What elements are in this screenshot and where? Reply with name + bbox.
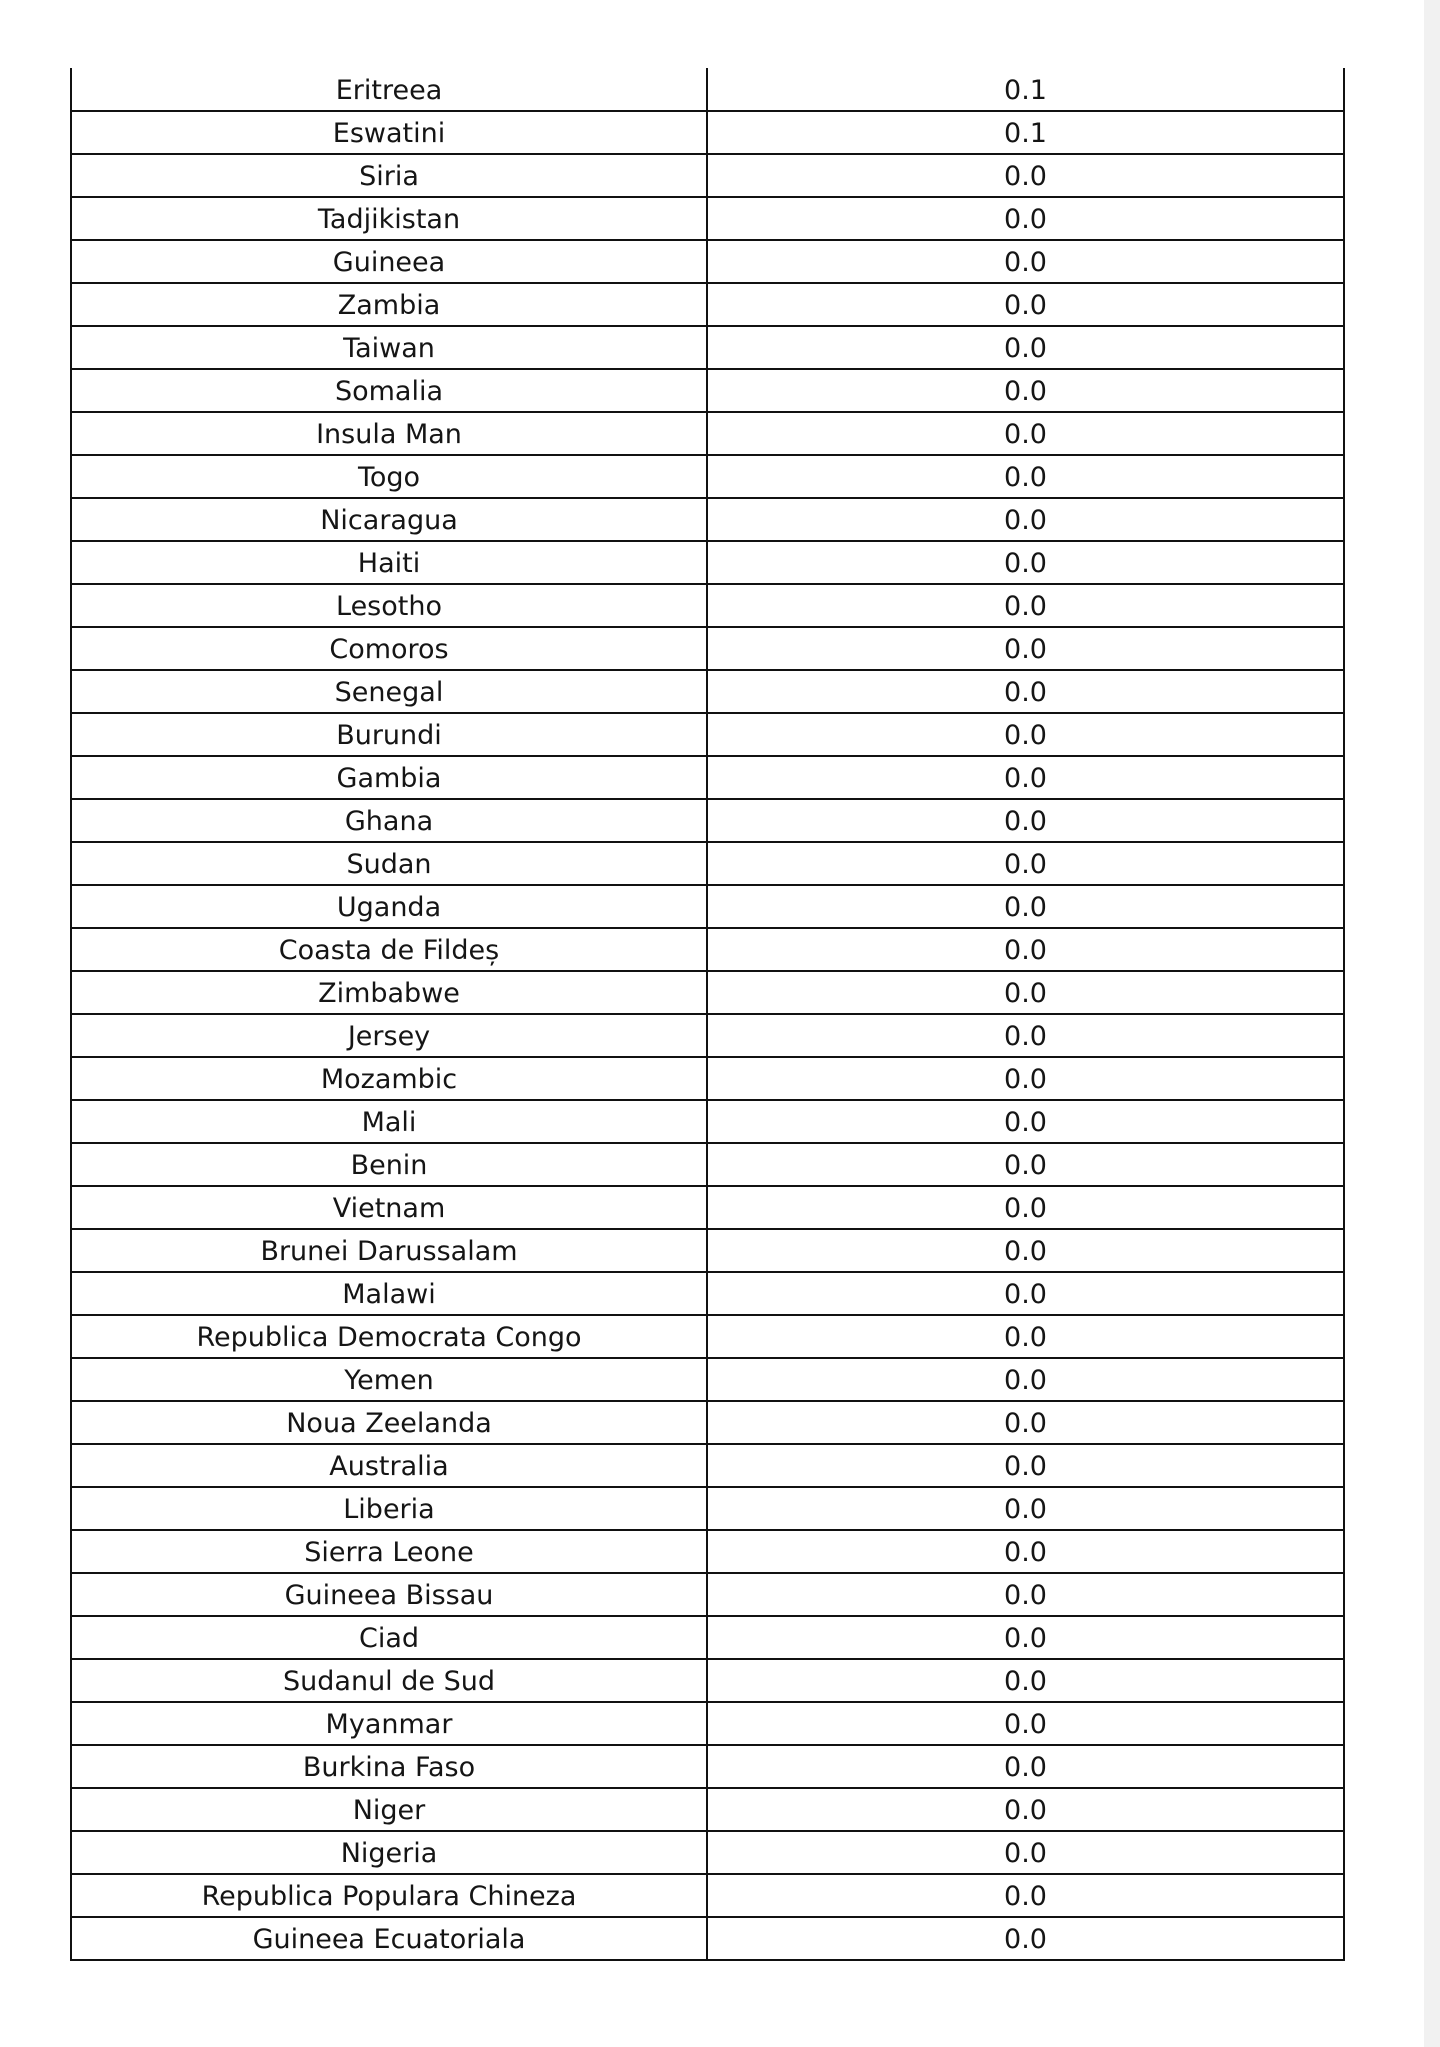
value-text: 0.0 (1004, 1107, 1047, 1138)
value-text: 0.0 (1004, 548, 1047, 579)
table-row (71, 1014, 1344, 1057)
value-text: 0.0 (1004, 505, 1047, 536)
country-name: Uganda (336, 892, 442, 923)
value-text: 0.0 (1004, 1580, 1047, 1611)
value-text: 0.0 (1004, 1752, 1047, 1783)
value-text: 0.0 (1004, 677, 1047, 708)
country-cell (71, 627, 707, 670)
table-row (71, 1874, 1344, 1917)
value-cell (707, 326, 1344, 369)
country-name: Jersey (347, 1021, 431, 1052)
country-cell (71, 326, 707, 369)
country-cell (71, 1401, 707, 1444)
country-name: Republica Populara Chineza (201, 1881, 577, 1912)
country-cell (71, 885, 707, 928)
value-cell (707, 799, 1344, 842)
country-cell (71, 283, 707, 326)
country-cell (71, 498, 707, 541)
country-cell (71, 842, 707, 885)
value-text: 0.0 (1004, 1279, 1047, 1310)
value-cell (707, 1702, 1344, 1745)
value-text: 0.0 (1004, 591, 1047, 622)
country-name: Eswatini (332, 118, 446, 149)
value-text: 0.0 (1004, 1494, 1047, 1525)
value-text: 0.0 (1004, 1322, 1047, 1353)
country-name: Senegal (334, 677, 444, 708)
country-cell (71, 1272, 707, 1315)
table-row (71, 1401, 1344, 1444)
country-value-table (70, 68, 1345, 1961)
value-text: 0.0 (1004, 419, 1047, 450)
country-name: Sudan (346, 849, 432, 880)
country-name: Somalia (334, 376, 444, 407)
table-row (71, 584, 1344, 627)
value-text: 0.0 (1004, 892, 1047, 923)
country-name: Togo (357, 462, 421, 493)
value-cell (707, 584, 1344, 627)
country-cell (71, 1530, 707, 1573)
value-cell (707, 1616, 1344, 1659)
table-row (71, 713, 1344, 756)
value-text: 0.0 (1004, 247, 1047, 278)
value-text: 0.0 (1004, 1881, 1047, 1912)
country-cell (71, 1788, 707, 1831)
table-row (71, 670, 1344, 713)
country-cell (71, 197, 707, 240)
country-cell (71, 1616, 707, 1659)
value-text: 0.0 (1004, 1709, 1047, 1740)
country-cell (71, 756, 707, 799)
table-row (71, 1358, 1344, 1401)
table-row (71, 412, 1344, 455)
value-cell (707, 498, 1344, 541)
table-row (71, 197, 1344, 240)
country-name: Comoros (329, 634, 449, 665)
value-text: 0.0 (1004, 1150, 1047, 1181)
table-row (71, 842, 1344, 885)
country-cell (71, 369, 707, 412)
value-text: 0.0 (1004, 978, 1047, 1009)
value-text: 0.0 (1004, 763, 1047, 794)
country-cell (71, 799, 707, 842)
table-row (71, 1186, 1344, 1229)
country-name: Zambia (337, 290, 441, 321)
value-cell (707, 1444, 1344, 1487)
value-cell (707, 541, 1344, 584)
value-text: 0.0 (1004, 204, 1047, 235)
country-name: Sierra Leone (304, 1537, 474, 1568)
value-cell (707, 1229, 1344, 1272)
country-cell (71, 455, 707, 498)
value-text: 0.0 (1004, 290, 1047, 321)
value-cell (707, 1917, 1344, 1960)
value-cell (707, 240, 1344, 283)
table-row (71, 1702, 1344, 1745)
table-row (71, 885, 1344, 928)
value-cell (707, 1788, 1344, 1831)
country-name: Republica Democrata Congo (196, 1322, 582, 1353)
country-cell (71, 584, 707, 627)
country-cell (71, 1229, 707, 1272)
value-text: 0.0 (1004, 376, 1047, 407)
country-cell (71, 111, 707, 154)
table-row (71, 498, 1344, 541)
value-cell (707, 1272, 1344, 1315)
table-row (71, 111, 1344, 154)
table-row (71, 68, 1344, 111)
value-cell (707, 1401, 1344, 1444)
value-cell (707, 756, 1344, 799)
value-text: 0.0 (1004, 1021, 1047, 1052)
table-row (71, 971, 1344, 1014)
country-cell (71, 1745, 707, 1788)
country-cell (71, 1702, 707, 1745)
table-row (71, 799, 1344, 842)
country-name: Tadjikistan (317, 204, 461, 235)
value-text: 0.0 (1004, 1537, 1047, 1568)
table-row (71, 1100, 1344, 1143)
value-cell (707, 1487, 1344, 1530)
country-name: Ciad (358, 1623, 420, 1654)
country-name: Myanmar (325, 1709, 453, 1740)
value-cell (707, 1057, 1344, 1100)
value-cell (707, 1186, 1344, 1229)
value-text: 0.0 (1004, 1666, 1047, 1697)
table-row (71, 326, 1344, 369)
value-text: 0.0 (1004, 1451, 1047, 1482)
table-row (71, 928, 1344, 971)
table-row (71, 627, 1344, 670)
country-name: Liberia (343, 1494, 435, 1525)
value-cell (707, 154, 1344, 197)
value-text: 0.0 (1004, 935, 1047, 966)
country-name: Burundi (336, 720, 442, 751)
country-cell (71, 1057, 707, 1100)
table-row (71, 455, 1344, 498)
country-name: Noua Zeelanda (286, 1408, 492, 1439)
country-name: Eritreea (335, 75, 443, 106)
value-cell (707, 1530, 1344, 1573)
value-text: 0.0 (1004, 462, 1047, 493)
value-text: 0.1 (1004, 75, 1047, 106)
table-row (71, 541, 1344, 584)
value-cell (707, 1358, 1344, 1401)
table-row (71, 756, 1344, 799)
country-cell (71, 1874, 707, 1917)
value-cell (707, 455, 1344, 498)
country-name: Taiwan (343, 333, 435, 364)
value-text: 0.0 (1004, 720, 1047, 751)
country-name: Insula Man (316, 419, 462, 450)
value-cell (707, 111, 1344, 154)
value-cell (707, 1100, 1344, 1143)
country-cell (71, 1573, 707, 1616)
value-cell (707, 283, 1344, 326)
value-text: 0.0 (1004, 634, 1047, 665)
country-name: Gambia (336, 763, 442, 794)
table-row (71, 1272, 1344, 1315)
value-cell (707, 1014, 1344, 1057)
value-cell (707, 369, 1344, 412)
value-cell (707, 68, 1344, 111)
value-text: 0.0 (1004, 1408, 1047, 1439)
country-cell (71, 1831, 707, 1874)
table-row (71, 1315, 1344, 1358)
table-row (71, 1788, 1344, 1831)
value-text: 0.0 (1004, 1193, 1047, 1224)
value-cell (707, 842, 1344, 885)
value-cell (707, 627, 1344, 670)
country-cell (71, 1358, 707, 1401)
table-row (71, 1659, 1344, 1702)
country-name: Niger (352, 1795, 426, 1826)
country-cell (71, 670, 707, 713)
value-cell (707, 197, 1344, 240)
table-row (71, 283, 1344, 326)
country-name: Coasta de Fildeș (278, 935, 500, 966)
value-cell (707, 713, 1344, 756)
country-name: Sudanul de Sud (283, 1666, 495, 1697)
country-name: Nigeria (340, 1838, 438, 1869)
value-cell (707, 1143, 1344, 1186)
country-name: Burkina Faso (302, 1752, 476, 1783)
table-row (71, 240, 1344, 283)
value-text: 0.1 (1004, 118, 1047, 149)
country-cell (71, 1100, 707, 1143)
table-body (71, 68, 1344, 1960)
value-text: 0.0 (1004, 1838, 1047, 1869)
country-cell (71, 154, 707, 197)
country-name: Mozambic (320, 1064, 458, 1095)
country-cell (71, 1444, 707, 1487)
table-row (71, 1444, 1344, 1487)
country-cell (71, 971, 707, 1014)
country-cell (71, 68, 707, 111)
value-text: 0.0 (1004, 1236, 1047, 1267)
country-cell (71, 1143, 707, 1186)
country-cell (71, 1659, 707, 1702)
value-text: 0.0 (1004, 1795, 1047, 1826)
table-row (71, 1573, 1344, 1616)
country-cell (71, 1186, 707, 1229)
table-row (71, 1530, 1344, 1573)
country-cell (71, 1917, 707, 1960)
country-name: Nicaragua (320, 505, 458, 536)
value-cell (707, 670, 1344, 713)
value-text: 0.0 (1004, 161, 1047, 192)
country-cell (71, 928, 707, 971)
country-cell (71, 1487, 707, 1530)
country-cell (71, 1315, 707, 1358)
value-text: 0.0 (1004, 1365, 1047, 1396)
value-cell (707, 1831, 1344, 1874)
value-text: 0.0 (1004, 1623, 1047, 1654)
value-text: 0.0 (1004, 1064, 1047, 1095)
country-name: Lesotho (336, 591, 442, 622)
country-name: Mali (361, 1107, 417, 1138)
table-row (71, 1487, 1344, 1530)
country-name: Yemen (344, 1365, 434, 1396)
country-name: Malawi (342, 1279, 436, 1310)
table-row (71, 1143, 1344, 1186)
page-edge-strip (1424, 0, 1440, 2047)
table-row (71, 369, 1344, 412)
table-row (71, 1917, 1344, 1960)
country-name: Benin (350, 1150, 428, 1181)
value-cell (707, 1573, 1344, 1616)
country-name: Brunei Darussalam (260, 1236, 518, 1267)
country-name: Australia (329, 1451, 449, 1482)
country-name: Guineea Bissau (284, 1580, 494, 1611)
value-cell (707, 971, 1344, 1014)
table-row (71, 1057, 1344, 1100)
value-text: 0.0 (1004, 849, 1047, 880)
table-row (71, 1616, 1344, 1659)
value-cell (707, 1659, 1344, 1702)
value-text: 0.0 (1004, 333, 1047, 364)
country-name: Haiti (357, 548, 421, 579)
country-name: Vietnam (332, 1193, 446, 1224)
table-row (71, 1229, 1344, 1272)
table-container (70, 68, 1343, 1961)
country-name: Zimbabwe (318, 978, 460, 1009)
country-name: Siria (359, 161, 419, 192)
country-cell (71, 240, 707, 283)
country-name: Ghana (344, 806, 434, 837)
table-row (71, 1831, 1344, 1874)
value-cell (707, 928, 1344, 971)
table-row (71, 1745, 1344, 1788)
value-cell (707, 885, 1344, 928)
country-name: Guineea (332, 247, 446, 278)
value-text: 0.0 (1004, 806, 1047, 837)
value-cell (707, 1874, 1344, 1917)
country-cell (71, 713, 707, 756)
value-cell (707, 1745, 1344, 1788)
value-text: 0.0 (1004, 1924, 1047, 1955)
country-cell (71, 541, 707, 584)
country-cell (71, 1014, 707, 1057)
value-cell (707, 1315, 1344, 1358)
table-row (71, 154, 1344, 197)
country-cell (71, 412, 707, 455)
country-name: Guineea Ecuatoriala (252, 1924, 526, 1955)
value-cell (707, 412, 1344, 455)
